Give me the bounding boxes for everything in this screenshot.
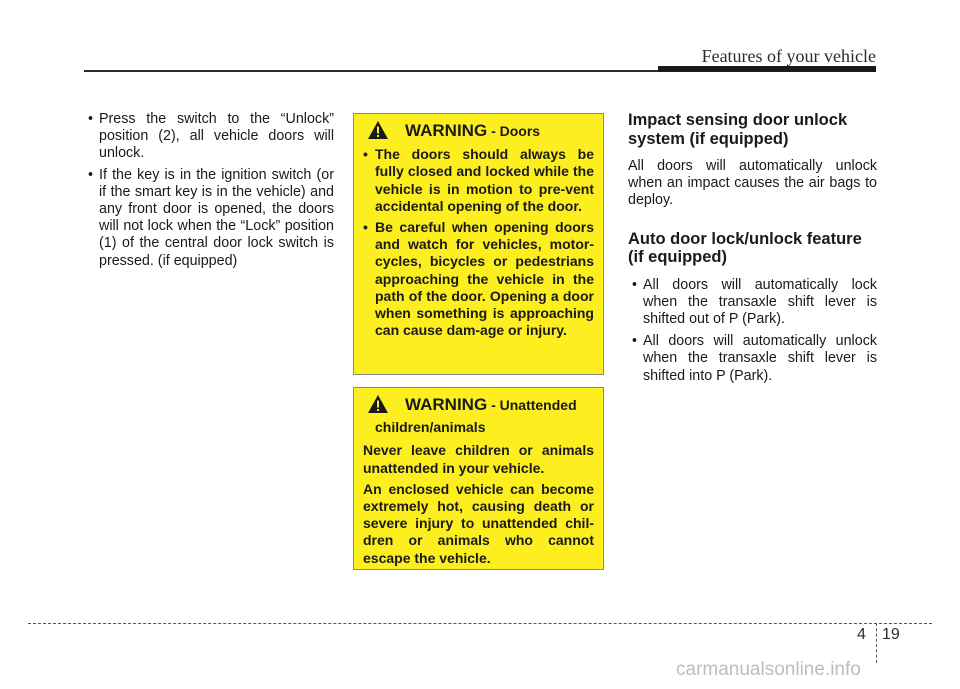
warning-paragraph: An enclosed vehicle can become extremely hot, causing death or severe injury to unattended chil-dren or animals who cannot escape the vehicle.	[363, 480, 594, 566]
warning-list-item: • The doors should always be fully closed and locked while the vehicle is in motion to pre-vent accidental opening of the door.	[363, 146, 594, 215]
list-item: • All doors will automatically lock when the transaxle shift lever is shifted out of P (Park).	[628, 277, 877, 329]
page-number-divider	[876, 623, 877, 663]
chapter-number: 4	[857, 626, 866, 643]
warning-subtitle: - Doors	[491, 123, 541, 139]
warning-word: WARNING	[405, 395, 488, 414]
list-item: • If the key is in the ignition switch (or if the smart key is in the vehicle) and any front door is opened, the doors will not lock when the “Lock” position (1) of the central door lock switch is pressed. (if equipped)	[84, 167, 334, 270]
left-column	[84, 111, 334, 274]
warning-box-doors	[353, 113, 604, 375]
warning-list-item: • Be careful when opening doors and watch for vehicles, motor-cycles, bicycles or pedestrians approaching the vehicle in the path of the door. Opening a door when something is approaching can cause dam-age or injury.	[363, 219, 594, 339]
warning-paragraph: Never leave children or animals unattended in your vehicle.	[363, 442, 594, 476]
page-header-title: Features of your vehicle	[701, 46, 876, 66]
warning-triangle-icon	[367, 120, 389, 140]
warning-subtitle-continued: children/animals	[375, 419, 486, 436]
warning-box-unattended	[353, 387, 604, 570]
list-item: • All doors will automatically unlock when the transaxle shift lever is shifted into P (Park).	[628, 333, 877, 385]
list-item: • Press the switch to the “Unlock” position (2), all vehicle doors will unlock.	[84, 111, 334, 163]
watermark: carmanualsonline.info	[676, 659, 861, 680]
warning-subtitle: - Unattended	[491, 397, 577, 413]
right-column	[628, 111, 877, 390]
footer-rule	[28, 623, 932, 624]
page-number: 19	[882, 626, 900, 643]
section-title: Impact sensing door unlock system (if equipped)	[628, 111, 848, 148]
warning-header	[363, 396, 594, 414]
section-title: Auto door lock/unlock feature (if equipped)	[628, 229, 862, 267]
warning-header	[363, 122, 594, 140]
warning-triangle-icon	[367, 394, 389, 414]
warning-word: WARNING	[405, 121, 488, 140]
section-paragraph: All doors will automatically unlock when an impact causes the air bags to deploy.	[628, 158, 877, 209]
header-rule-accent	[658, 66, 876, 72]
